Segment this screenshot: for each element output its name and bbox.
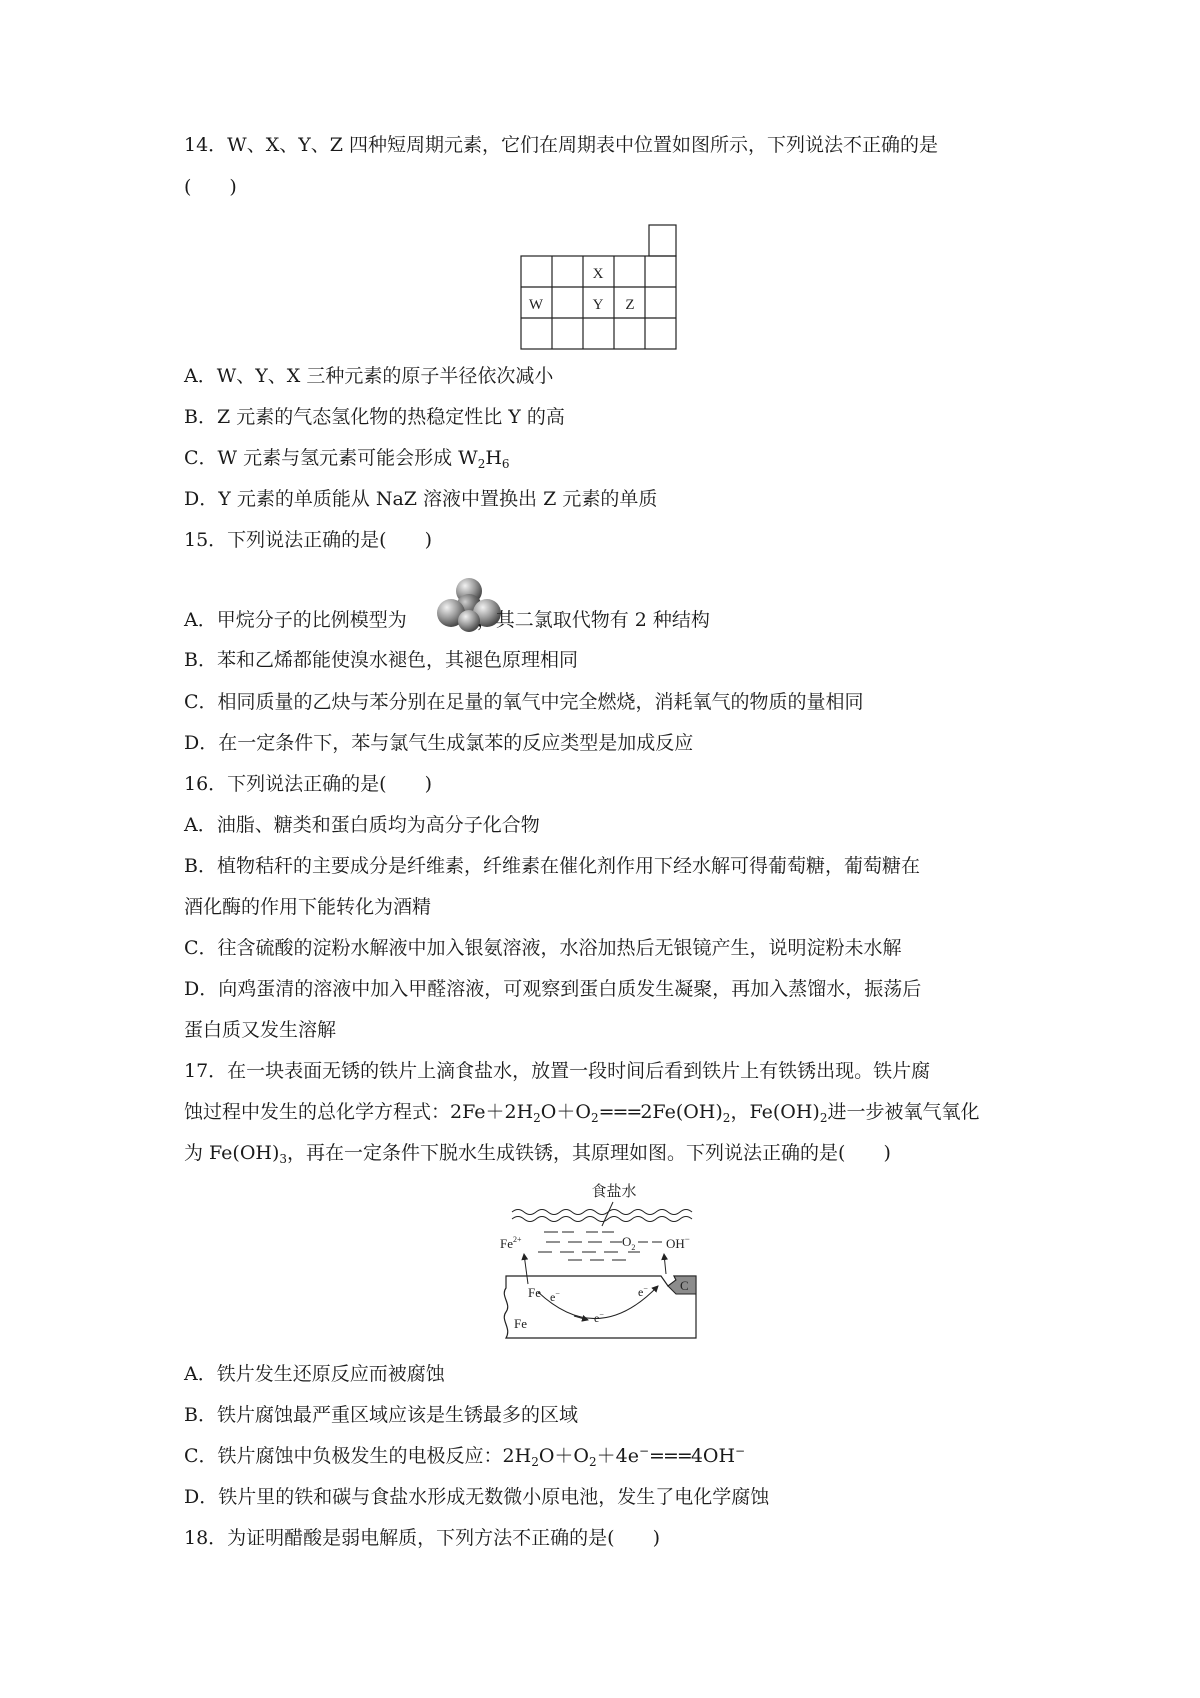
q15-option-d: D．在一定条件下，苯与氯气生成氯苯的反应类型是加成反应: [184, 732, 694, 754]
q16-stem: 16．下列说法正确的是( ): [184, 773, 433, 795]
q15-stem: 15．下列说法正确的是( ): [184, 529, 433, 551]
q17-stem-line1: 17．在一块表面无锈的铁片上滴食盐水，放置一段时间后看到铁片上有铁锈出现。铁片腐: [184, 1060, 931, 1082]
q16-option-b-line2: 酒化酶的作用下能转化为酒精: [184, 896, 432, 918]
carbon-label: C: [680, 1278, 689, 1293]
q17-option-b: B．铁片腐蚀最严重区域应该是生锈最多的区域: [184, 1404, 578, 1426]
periodic-table-figure: [520, 224, 690, 350]
fe2-ion-label: $Fe^{2+}$: [500, 1235, 522, 1251]
q14-option-d: D．Y 元素的单质能从 NaZ 溶液中置换出 Z 元素的单质: [184, 488, 658, 510]
element-w-label: W: [528, 297, 544, 313]
o2-label: $O_2$: [622, 1234, 636, 1252]
q14-option-b: B．Z 元素的气态氢化物的热稳定性比 Y 的高: [184, 406, 565, 428]
q16-option-c: C．往含硫酸的淀粉水解液中加入银氨溶液，水浴加热后无银镜产生，说明淀粉未水解: [184, 937, 902, 959]
fe-surface-label: Fe: [528, 1285, 541, 1300]
electron-label-left: e−: [550, 1289, 560, 1304]
q14-option-a: A．W、Y、X 三种元素的原子半径依次减小: [184, 365, 554, 387]
electron-label-middle: e−: [594, 1310, 604, 1325]
oh-ion-label: OH−: [666, 1234, 690, 1251]
q17-option-d: D．铁片里的铁和碳与食盐水形成无数微小原电池，发生了电化学腐蚀: [184, 1486, 770, 1508]
salt-water-label: 食盐水: [591, 1184, 637, 1200]
q17-option-c: C．铁片腐蚀中负极发生的电极反应：$2H_2O+O_2+4e^-===4OH^-$: [184, 1444, 746, 1469]
q16-option-b-line1: B．植物秸秆的主要成分是纤维素，纤维素在催化剂作用下经水解可得葡萄糖，葡萄糖在: [184, 855, 920, 877]
q15-option-b: B．苯和乙烯都能使溴水褪色，其褪色原理相同: [184, 649, 578, 671]
q15-option-a: A．甲烷分子的比例模型为 ，其二氯取代物有 2 种结构: [184, 609, 710, 631]
element-x-label: X: [592, 266, 604, 282]
q16-option-d-line2: 蛋白质又发生溶解: [184, 1019, 337, 1041]
q17-option-a: A．铁片发生还原反应而被腐蚀: [184, 1363, 445, 1385]
q14-stem-line1: 14．W、X、Y、Z 四种短周期元素，它们在周期表中位置如图所示，下列说法不正确的是: [184, 134, 939, 156]
element-y-label: Y: [592, 297, 604, 313]
electron-label-right: e−: [638, 1284, 648, 1299]
corrosion-diagram: [498, 1180, 704, 1342]
element-z-label: Z: [625, 297, 635, 313]
q18-stem: 18．为证明醋酸是弱电解质，下列方法不正确的是( ): [184, 1527, 661, 1549]
q14-stem-line2: ( ): [184, 176, 237, 198]
q17-stem-line2: 蚀过程中发生的总化学方程式：$2Fe+2H_2O+O_2===2Fe(OH)_2$，$Fe(OH)_2$进一步被氧气氧化: [184, 1101, 980, 1125]
q16-option-d-line1: D．向鸡蛋清的溶液中加入甲醛溶液，可观察到蛋白质发生凝聚，再加入蒸馏水，振荡后: [184, 978, 922, 1000]
fe-bulk-label: Fe: [514, 1316, 527, 1331]
q16-option-a: A．油脂、糖类和蛋白质均为高分子化合物: [184, 814, 540, 836]
q14-option-c: C．W 元素与氢元素可能会形成 $W_2H_6$: [184, 447, 510, 471]
q15-option-c: C．相同质量的乙炔与苯分别在足量的氧气中完全燃烧，消耗氧气的物质的量相同: [184, 691, 864, 713]
q17-stem-line3: 为 $Fe(OH)_3$，再在一定条件下脱水生成铁锈，其原理如图。下列说法正确的是( ): [184, 1142, 891, 1166]
